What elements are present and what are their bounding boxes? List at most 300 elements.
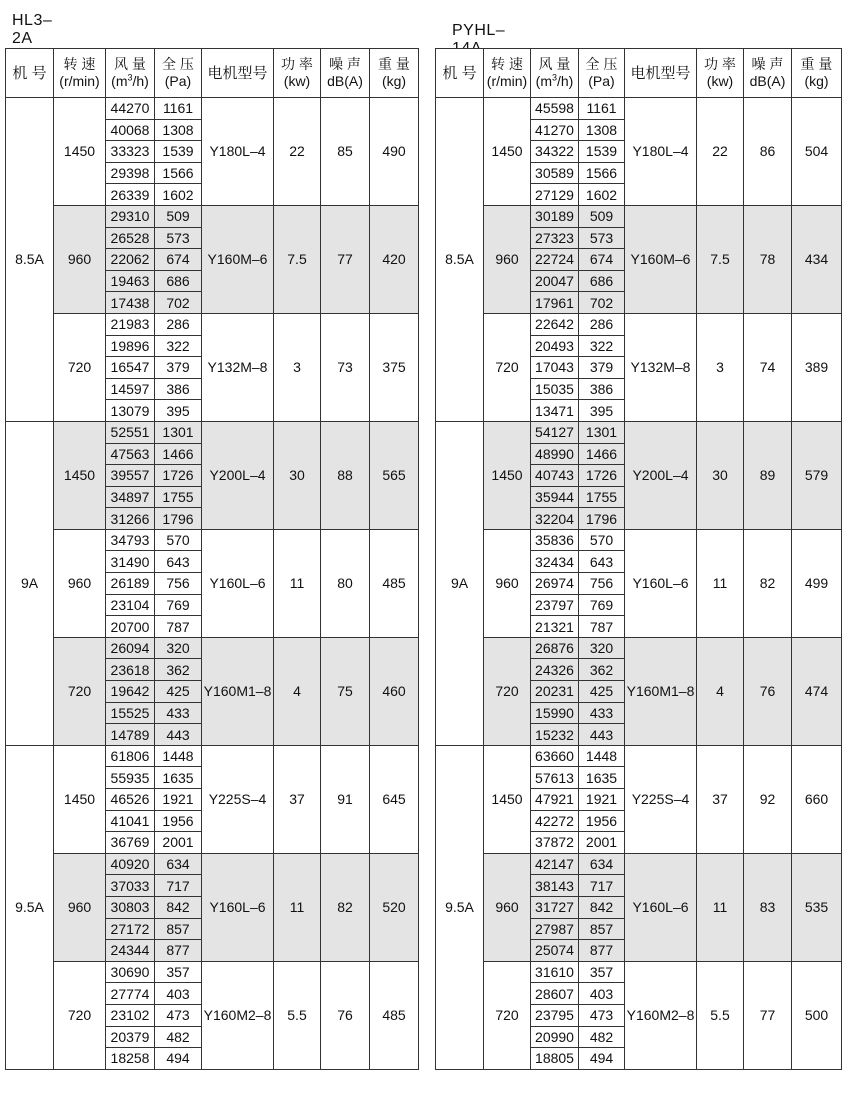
flow-cell: 35836 [531,529,579,551]
flow-cell: 29310 [106,205,155,227]
pressure-cell: 1466 [155,443,202,465]
pressure-cell: 2001 [155,832,202,854]
flow-cell: 23102 [106,1004,155,1026]
flow-cell: 26094 [106,637,155,659]
power-cell: 5.5 [697,961,744,1069]
pressure-cell: 395 [579,400,625,422]
flow-unit-pre: (m [535,73,552,89]
motor-cell: Y160M2–8 [625,961,697,1069]
motor-cell: Y180L–4 [625,98,697,206]
noise-cell: 76 [744,637,792,745]
pressure-cell: 425 [155,681,202,703]
header-motor-label: 电机型号 [630,64,691,82]
pressure-cell: 320 [155,637,202,659]
pressure-cell: 1635 [579,767,625,789]
pressure-cell: 643 [155,551,202,573]
speed-cell: 720 [484,637,531,745]
noise-cell: 78 [744,205,792,313]
flow-cell: 31727 [531,896,579,918]
noise-cell: 92 [744,745,792,853]
model-number-cell: 8.5A [6,98,54,422]
flow-cell: 15232 [531,724,579,746]
noise-cell: 77 [744,961,792,1069]
power-cell: 11 [274,853,321,961]
motor-cell: Y160L–6 [202,853,274,961]
pressure-cell: 286 [579,313,625,335]
flow-cell: 38143 [531,875,579,897]
pressure-cell: 1602 [155,184,202,206]
motor-cell: Y160M2–8 [202,961,274,1069]
pressure-cell: 1539 [579,141,625,163]
flow-cell: 14597 [106,378,155,400]
flow-cell: 40068 [106,119,155,141]
flow-cell: 55935 [106,767,155,789]
flow-cell: 36769 [106,832,155,854]
table-title: PYHL– [452,22,506,39]
power-cell: 30 [274,421,321,529]
pressure-cell: 842 [579,896,625,918]
flow-unit-post: /h) [557,73,574,89]
noise-cell: 74 [744,313,792,421]
pressure-cell: 1566 [155,162,202,184]
table-row [6,529,419,551]
weight-cell: 460 [370,637,419,745]
power-cell: 4 [697,637,744,745]
header-motor-label: 电机型号 [207,64,268,82]
pressure-cell: 395 [155,400,202,422]
pressure-cell: 1956 [579,810,625,832]
pressure-cell: 634 [155,853,202,875]
speed-cell: 960 [484,205,531,313]
flow-unit-post: /h) [132,73,149,89]
flow-cell: 20047 [531,270,579,292]
weight-cell: 499 [792,529,842,637]
header-speed-unit: (r/min) [59,73,100,89]
noise-cell: 85 [321,98,370,206]
table-row [6,853,419,875]
header-pressure-label: 全 压 [585,56,618,72]
pressure-cell: 357 [155,961,202,983]
pressure-cell: 1755 [155,486,202,508]
noise-cell: 80 [321,529,370,637]
flow-unit-sup: 3 [551,72,557,83]
flow-cell: 42147 [531,853,579,875]
power-cell: 22 [274,98,321,206]
weight-cell: 389 [792,313,842,421]
header-flow-unit [531,73,578,90]
table-row [436,98,842,120]
speed-cell: 720 [54,637,106,745]
pressure-cell: 494 [155,1048,202,1070]
weight-cell: 474 [792,637,842,745]
pressure-cell: 379 [579,357,625,379]
flow-cell: 13079 [106,400,155,422]
weight-cell: 645 [370,745,419,853]
pressure-cell: 320 [579,637,625,659]
pressure-cell: 1755 [579,486,625,508]
pressure-cell: 787 [579,616,625,638]
pressure-cell: 1301 [155,421,202,443]
noise-cell: 76 [321,961,370,1069]
pressure-cell: 362 [155,659,202,681]
pressure-cell: 1566 [579,162,625,184]
header-row [436,49,842,98]
flow-cell: 17961 [531,292,579,314]
speed-cell: 1450 [484,745,531,853]
header-row [6,49,419,98]
weight-cell: 535 [792,853,842,961]
flow-cell: 31266 [106,508,155,530]
pressure-cell: 1161 [155,98,202,120]
pressure-cell: 2001 [579,832,625,854]
pressure-cell: 322 [155,335,202,357]
flow-cell: 40743 [531,465,579,487]
header-noise-label: 噪 声 [751,56,784,72]
flow-cell: 27987 [531,918,579,940]
flow-cell: 18805 [531,1048,579,1070]
flow-cell: 15035 [531,378,579,400]
pressure-cell: 443 [579,724,625,746]
flow-cell: 22062 [106,249,155,271]
flow-cell: 48990 [531,443,579,465]
weight-cell: 485 [370,961,419,1069]
pressure-cell: 433 [579,702,625,724]
pressure-cell: 403 [579,983,625,1005]
flow-cell: 27774 [106,983,155,1005]
pressure-cell: 573 [155,227,202,249]
motor-cell: Y160L–6 [625,529,697,637]
flow-cell: 26974 [531,573,579,595]
table-row [436,421,842,443]
flow-cell: 26189 [106,573,155,595]
noise-cell: 82 [744,529,792,637]
motor-cell: Y225S–4 [625,745,697,853]
flow-cell: 27172 [106,918,155,940]
header-power-label: 功 率 [704,56,736,72]
noise-cell: 75 [321,637,370,745]
power-cell: 11 [274,529,321,637]
table-row [436,745,842,767]
header-motor [202,49,274,98]
flow-cell: 37033 [106,875,155,897]
flow-cell: 57613 [531,767,579,789]
flow-cell: 20700 [106,616,155,638]
flow-cell: 20493 [531,335,579,357]
pressure-cell: 787 [155,616,202,638]
pressure-cell: 842 [155,896,202,918]
header-flow-unit [106,73,154,90]
header-speed [54,49,106,98]
flow-cell: 54127 [531,421,579,443]
pressure-cell: 509 [155,205,202,227]
header-flow [106,49,155,98]
motor-cell: Y160M–6 [625,205,697,313]
flow-cell: 39557 [106,465,155,487]
noise-cell: 82 [321,853,370,961]
header-pressure-label: 全 压 [162,56,194,72]
power-cell: 5.5 [274,961,321,1069]
pressure-cell: 717 [579,875,625,897]
pressure-cell: 570 [579,529,625,551]
pressure-cell: 1602 [579,184,625,206]
pressure-cell: 494 [579,1048,625,1070]
flow-cell: 40920 [106,853,155,875]
spec-table-left [5,48,419,1070]
pressure-cell: 1635 [155,767,202,789]
flow-cell: 23618 [106,659,155,681]
flow-cell: 41270 [531,119,579,141]
table-row [6,961,419,983]
pressure-cell: 1308 [155,119,202,141]
weight-cell: 660 [792,745,842,853]
motor-cell: Y180L–4 [202,98,274,206]
flow-cell: 30690 [106,961,155,983]
weight-cell: 504 [792,98,842,206]
speed-cell: 960 [484,853,531,961]
header-flow-label: 风 量 [538,56,571,72]
flow-cell: 18258 [106,1048,155,1070]
flow-cell: 23797 [531,594,579,616]
pressure-cell: 403 [155,983,202,1005]
power-cell: 11 [697,529,744,637]
flow-cell: 34322 [531,141,579,163]
flow-cell: 27129 [531,184,579,206]
table-row [6,98,419,120]
pressure-cell: 1921 [579,789,625,811]
table-row [436,205,842,227]
header-pressure [579,49,625,98]
flow-cell: 31490 [106,551,155,573]
header-model [436,49,484,98]
header-model-label: 机 号 [12,64,47,82]
header-noise-unit: dB(A) [749,73,786,89]
header-power-label: 功 率 [281,56,313,72]
noise-cell: 91 [321,745,370,853]
pressure-cell: 756 [579,573,625,595]
speed-cell: 1450 [484,98,531,206]
pressure-cell: 1921 [155,789,202,811]
model-number-cell: 9.5A [436,745,484,1069]
flow-cell: 17043 [531,357,579,379]
header-power [697,49,744,98]
pressure-cell: 769 [155,594,202,616]
flow-cell: 27323 [531,227,579,249]
speed-cell: 960 [54,205,106,313]
flow-cell: 20231 [531,681,579,703]
table-row [436,961,842,983]
flow-unit-sup: 3 [127,72,133,83]
flow-cell: 24326 [531,659,579,681]
header-noise [744,49,792,98]
power-cell: 4 [274,637,321,745]
speed-cell: 960 [484,529,531,637]
header-power-unit: (kw) [283,73,311,89]
header-weight-unit: (kg) [804,73,829,89]
speed-cell: 1450 [484,421,531,529]
weight-cell: 420 [370,205,419,313]
speed-cell: 960 [54,529,106,637]
header-speed-label: 转 速 [63,56,96,72]
flow-cell: 23795 [531,1004,579,1026]
flow-cell: 16547 [106,357,155,379]
flow-cell: 46526 [106,789,155,811]
flow-cell: 17438 [106,292,155,314]
flow-cell: 22724 [531,249,579,271]
header-weight-label: 重 量 [378,56,410,72]
flow-cell: 14789 [106,724,155,746]
header-speed [484,49,531,98]
table-title: HL3–2A [12,12,53,47]
pressure-cell: 717 [155,875,202,897]
flow-cell: 24344 [106,940,155,962]
flow-cell: 23104 [106,594,155,616]
header-speed-label: 转 速 [491,56,523,72]
pressure-cell: 570 [155,529,202,551]
weight-cell: 579 [792,421,842,529]
weight-cell: 490 [370,98,419,206]
pressure-cell: 1726 [155,465,202,487]
flow-unit-pre: (m [111,73,128,89]
pressure-cell: 482 [579,1026,625,1048]
pressure-cell: 702 [579,292,625,314]
speed-cell: 720 [484,961,531,1069]
flow-cell: 21321 [531,616,579,638]
header-weight-unit: (kg) [381,73,407,89]
pressure-cell: 857 [579,918,625,940]
flow-cell: 28607 [531,983,579,1005]
flow-cell: 37872 [531,832,579,854]
motor-cell: Y160M–6 [202,205,274,313]
pressure-cell: 674 [155,249,202,271]
header-model-label: 机 号 [442,64,477,82]
pressure-cell: 379 [155,357,202,379]
pressure-cell: 386 [579,378,625,400]
flow-cell: 45598 [531,98,579,120]
pressure-cell: 362 [579,659,625,681]
flow-cell: 19463 [106,270,155,292]
flow-cell: 30189 [531,205,579,227]
table-row [436,529,842,551]
pressure-cell: 1308 [579,119,625,141]
speed-cell: 1450 [54,745,106,853]
speed-cell: 1450 [54,421,106,529]
flow-cell: 15990 [531,702,579,724]
header-pressure-unit: (Pa) [588,73,615,89]
pressure-cell: 509 [579,205,625,227]
header-flow [531,49,579,98]
speed-cell: 720 [54,313,106,421]
pressure-cell: 1301 [579,421,625,443]
flow-cell: 15525 [106,702,155,724]
table-row [6,637,419,659]
pressure-cell: 1161 [579,98,625,120]
pressure-cell: 857 [155,918,202,940]
power-cell: 11 [697,853,744,961]
flow-cell: 20379 [106,1026,155,1048]
pressure-cell: 702 [155,292,202,314]
power-cell: 7.5 [697,205,744,313]
flow-cell: 26528 [106,227,155,249]
pressure-cell: 357 [579,961,625,983]
pressure-cell: 482 [155,1026,202,1048]
header-speed-unit: (r/min) [486,73,528,89]
flow-cell: 44270 [106,98,155,120]
flow-cell: 52551 [106,421,155,443]
flow-cell: 21983 [106,313,155,335]
header-noise-label: 噪 声 [329,56,361,72]
power-cell: 37 [274,745,321,853]
flow-cell: 63660 [531,745,579,767]
flow-cell: 20990 [531,1026,579,1048]
flow-cell: 42272 [531,810,579,832]
power-cell: 3 [274,313,321,421]
noise-cell: 89 [744,421,792,529]
weight-cell: 375 [370,313,419,421]
pressure-cell: 643 [579,551,625,573]
power-cell: 22 [697,98,744,206]
motor-cell: Y200L–4 [202,421,274,529]
motor-cell: Y132M–8 [202,313,274,421]
motor-cell: Y160L–6 [625,853,697,961]
power-cell: 30 [697,421,744,529]
pressure-cell: 634 [579,853,625,875]
header-power [274,49,321,98]
motor-cell: Y160M1–8 [202,637,274,745]
weight-cell: 434 [792,205,842,313]
pressure-cell: 286 [155,313,202,335]
flow-cell: 61806 [106,745,155,767]
table-row [6,205,419,227]
pressure-cell: 756 [155,573,202,595]
flow-cell: 25074 [531,940,579,962]
table-row [436,853,842,875]
motor-cell: Y160L–6 [202,529,274,637]
header-model [6,49,54,98]
power-cell: 3 [697,313,744,421]
flow-cell: 19642 [106,681,155,703]
model-number-cell: 9A [436,421,484,745]
speed-cell: 1450 [54,98,106,206]
flow-cell: 34793 [106,529,155,551]
noise-cell: 88 [321,421,370,529]
pressure-cell: 433 [155,702,202,724]
header-pressure-unit: (Pa) [164,73,192,89]
flow-cell: 47921 [531,789,579,811]
model-number-cell: 9A [6,421,54,745]
flow-cell: 19896 [106,335,155,357]
flow-cell: 13471 [531,400,579,422]
pressure-cell: 386 [155,378,202,400]
pressure-cell: 443 [155,724,202,746]
motor-cell: Y132M–8 [625,313,697,421]
pressure-cell: 1539 [155,141,202,163]
header-flow-label: 风 量 [114,56,146,72]
pressure-cell: 1796 [155,508,202,530]
header-weight-label: 重 量 [800,56,833,72]
weight-cell: 485 [370,529,419,637]
pressure-cell: 1448 [155,745,202,767]
flow-cell: 47563 [106,443,155,465]
spec-table-right [435,48,842,1070]
flow-cell: 30803 [106,896,155,918]
header-weight [792,49,842,98]
speed-cell: 720 [54,961,106,1069]
flow-cell: 41041 [106,810,155,832]
pressure-cell: 1726 [579,465,625,487]
flow-cell: 35944 [531,486,579,508]
motor-cell: Y200L–4 [625,421,697,529]
noise-cell: 77 [321,205,370,313]
